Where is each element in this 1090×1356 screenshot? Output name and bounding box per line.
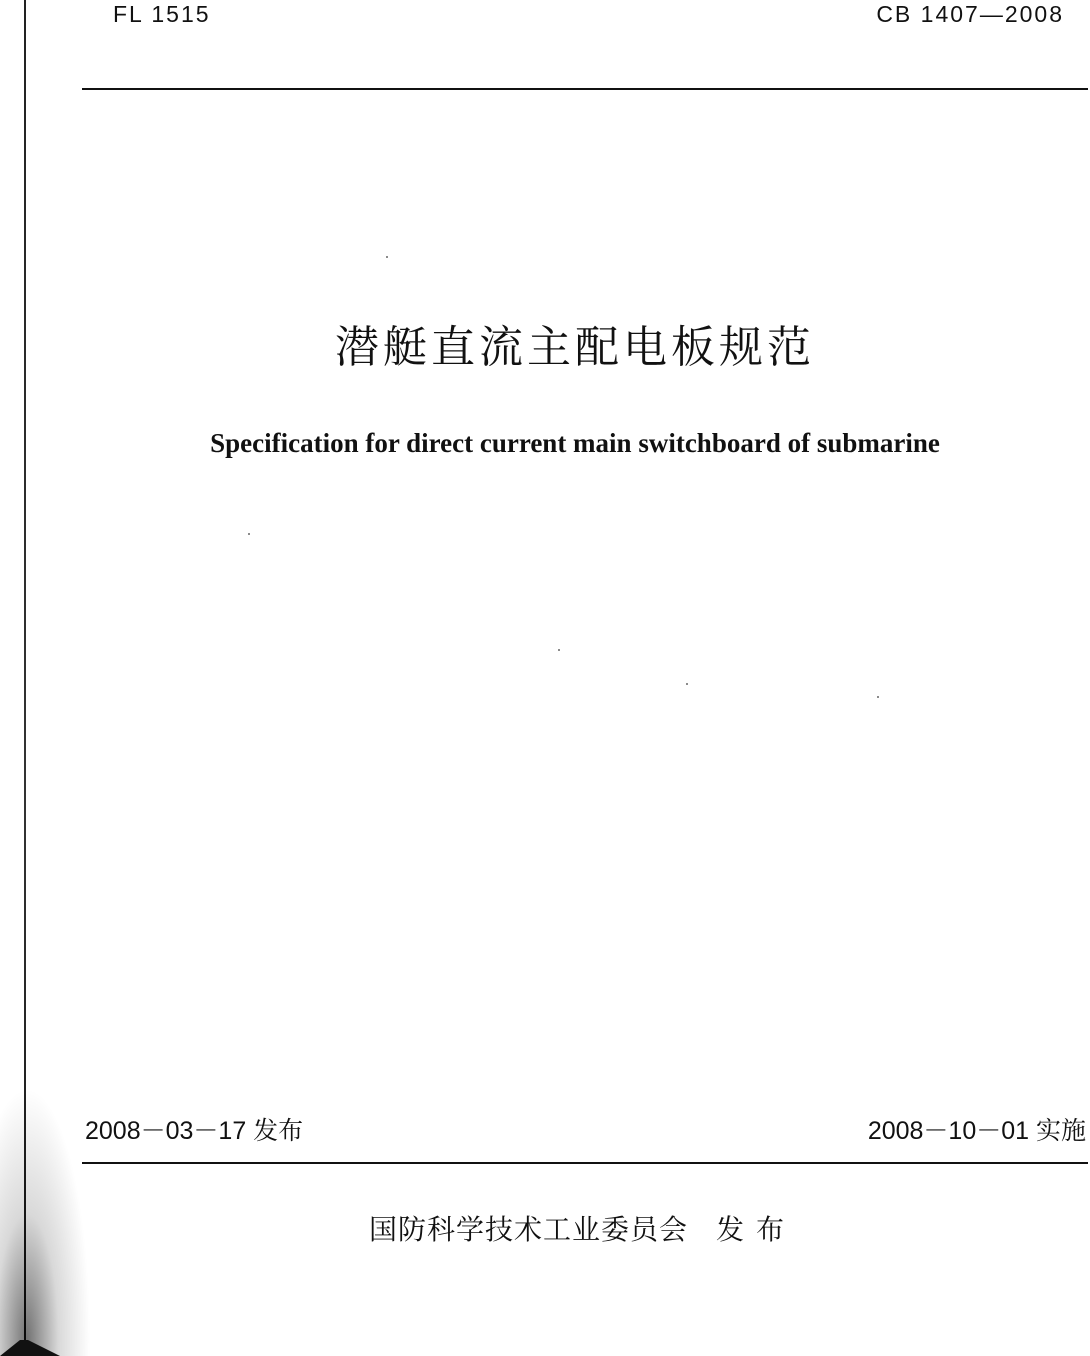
publisher-line (0, 1210, 1090, 1250)
publisher-suffix: 发布 (716, 1213, 797, 1246)
title-chinese: 潜艇直流主配电板规范 (335, 322, 815, 373)
publisher-name: 国防科学技术工业委员会 (368, 1213, 688, 1246)
classification-code: FL 1515 (113, 1, 211, 27)
effective-date: 2008－10－01 实施 (867, 1117, 1086, 1145)
scan-speck (248, 533, 250, 535)
scan-speck (686, 683, 688, 685)
standard-number: CB 1407—2008 (876, 1, 1064, 27)
bottom-divider-line (82, 1162, 1088, 1164)
top-divider-line (82, 88, 1088, 90)
scan-speck (558, 649, 560, 651)
scan-speck (877, 696, 879, 698)
binding-scan-shadow (0, 1000, 90, 1356)
scan-speck (386, 256, 388, 258)
title-english: Specification for direct current main switchboard of submarine (210, 428, 940, 458)
issue-date: 2008－03－17 发布 (85, 1117, 304, 1145)
